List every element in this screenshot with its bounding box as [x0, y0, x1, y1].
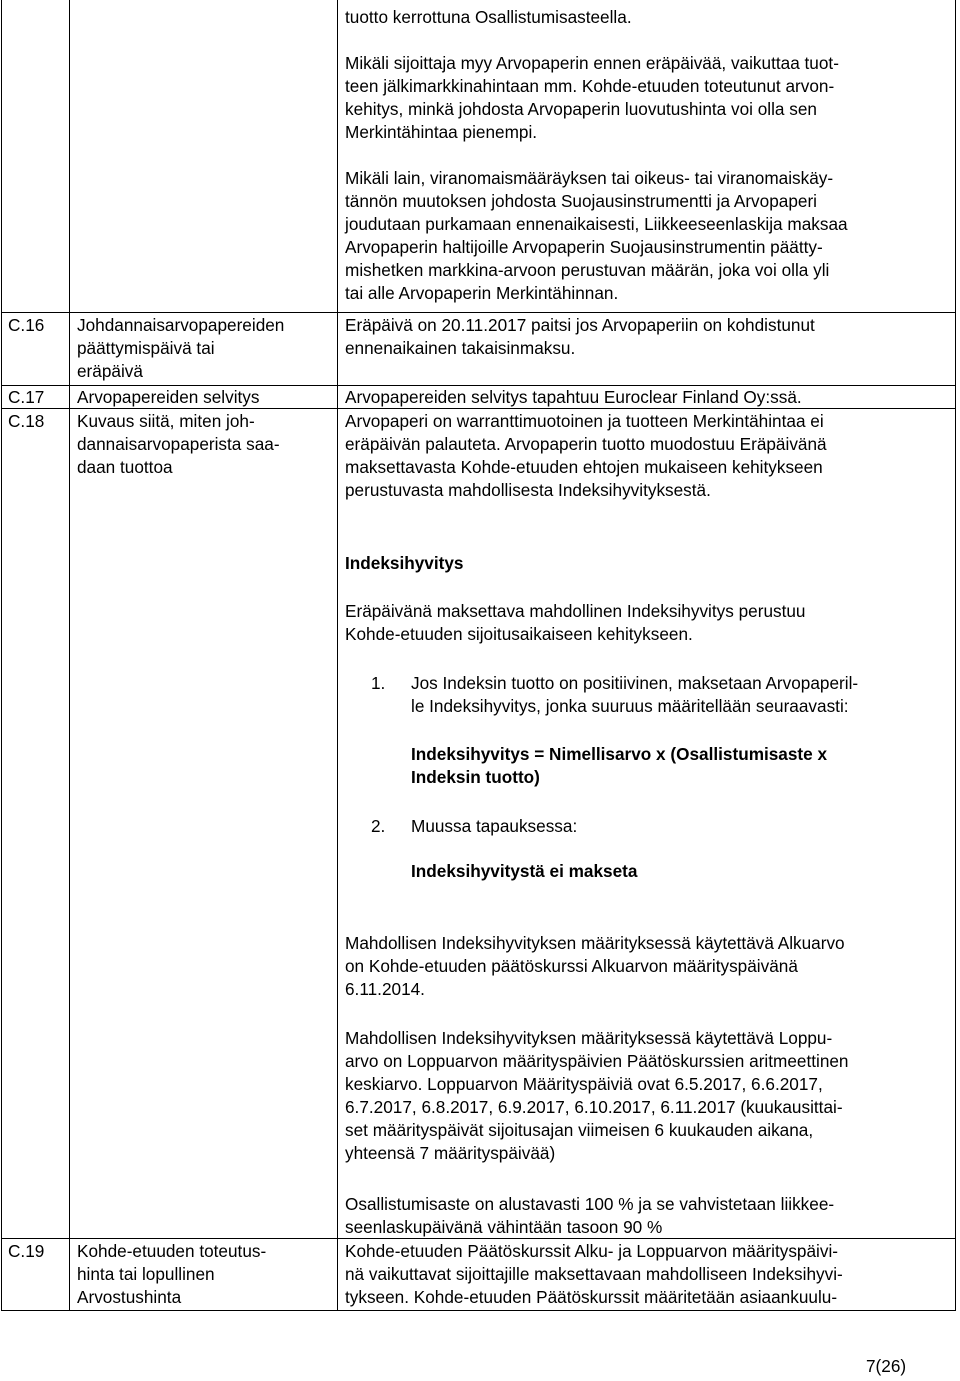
row-label-c18: Kuvaus siitä, miten joh- dannaisarvopaperista saa- daan tuottoa	[77, 411, 280, 477]
table-border-col2	[337, 0, 338, 1311]
row-text-c19: Kohde-etuuden Päätöskurssit Alku- ja Loppuarvon määrityspäivi- nä vaikuttavat sijoittajille maksettavaan mahdolliseen Indeksihyvi- tykseen. Kohde-etuuden Päätöskurssit määritetään asiaankuulu-	[345, 1241, 843, 1307]
row-number-c16: C.16	[8, 315, 45, 335]
paragraph-return-end: tuotto kerrottuna Osallistumisasteella.	[345, 7, 632, 27]
list-item-1-text: Jos Indeksin tuotto on positiivinen, maksetaan Arvopaperil- le Indeksihyvitys, jonka suuruus määritellään seuraavasti:	[411, 673, 859, 716]
table-border-right	[955, 0, 956, 1311]
row-number-c18: C.18	[8, 411, 45, 431]
paragraph-secondary-market: Mikäli sijoittaja myy Arvopaperin ennen eräpäivää, vaikuttaa tuot- teen jälkimarkkinahintaan mm. Kohde-etuuden toteutunut arvon- kehitys, minkä johdosta Arvopaperin luovutushinta voi olla sen Merkintähintaa pienempi.	[345, 53, 839, 142]
row-label-c19: Kohde-etuuden toteutus- hinta tai lopullinen Arvostushinta	[77, 1241, 267, 1307]
formula: Indeksihyvitys = Nimellisarvo x (Osallistumisaste x Indeksin tuotto)	[411, 744, 828, 787]
paragraph-alkuarvo: Mahdollisen Indeksihyvityksen määrityksessä käytettävä Alkuarvo on Kohde-etuuden päätöskurssi Alkuarvon määrityspäivänä 6.11.2014.	[345, 933, 845, 999]
row-number-c17: C.17	[8, 387, 45, 407]
table-border-col1	[69, 0, 70, 1311]
paragraph-loppuarvo: Mahdollisen Indeksihyvityksen määrityksessä käytettävä Loppu- arvo on Loppuarvon määrityspäivien Päätöskurssien aritmeettinen keskiarvo. Loppuarvon Määrityspäiviä ovat 6.5.2017, 6.6.2017, 6.7.2017, 6.8.2017, 6.9.2017, 6.10.2017, 6.11.2017 (kuukausittai- set määrityspäivät sijoitusajan viimeisen 6 kuukauden aikana, yhteensä 7 määrityspäivää)	[345, 1028, 849, 1163]
list-item-2-text: Muussa tapauksessa:	[411, 816, 578, 836]
paragraph-early-termination: Mikäli lain, viranomaismääräyksen tai oikeus- tai viranomaiskäy- tännön muutoksen johdosta Suojausinstrumentti ja Arvopaperi joudutaan purkamaan ennenaikaisesti, Liikkeeseenlaskija maksaa Arvopaperin haltijoille Arvopaperin Suojausinstrumentin päätty- mishetken markkina-arvoon perustuvan määrän, joka voi olla yli tai alle Arvopaperin Merkintähinnan.	[345, 168, 848, 303]
table-border-bottom	[1, 1310, 956, 1311]
row-text-c18: Arvopaperi on warranttimuotoinen ja tuotteen Merkintähintaa ei eräpäivän palauteta. Arvopaperin tuotto muodostuu Eräpäivänä maksettavasta Kohde-etuuden ehtojen mukaiseen kehitykseen perustuvasta mahdollisesta Indeksihyvityksestä.	[345, 411, 827, 500]
section-heading-indeksihyvitys: Indeksihyvitys	[345, 553, 464, 573]
row-text-c17: Arvopapereiden selvitys tapahtuu Euroclear Finland Oy:ssä.	[345, 387, 802, 407]
row-text-c16: Eräpäivä on 20.11.2017 paitsi jos Arvopaperiin on kohdistunut ennenaikainen takaisinmaksu.	[345, 315, 815, 358]
table-rule-c16	[1, 312, 956, 313]
continued-text	[345, 6, 950, 305]
list-item-2-number: 2.	[371, 816, 386, 836]
indeksihyvitys-intro: Eräpäivänä maksettava mahdollinen Indeksihyvitys perustuu Kohde-etuuden sijoitusaikaiseen kehitykseen.	[345, 601, 806, 644]
table-border-left	[1, 0, 2, 1311]
list-item-2-bold: Indeksihyvitystä ei makseta	[411, 861, 638, 881]
paragraph-osallistumisaste: Osallistumisaste on alustavasti 100 % ja se vahvistetaan liikkee- seenlaskupäivänä vähintään tasoon 90 %	[345, 1194, 835, 1237]
list-item-1-number: 1.	[371, 673, 386, 693]
page-number: 7(26)	[866, 1356, 907, 1376]
row-number-c19: C.19	[8, 1241, 45, 1261]
row-label-c16: Johdannaisarvopapereiden päättymispäivä tai eräpäivä	[77, 315, 285, 381]
row-label-c17: Arvopapereiden selvitys	[77, 387, 260, 407]
